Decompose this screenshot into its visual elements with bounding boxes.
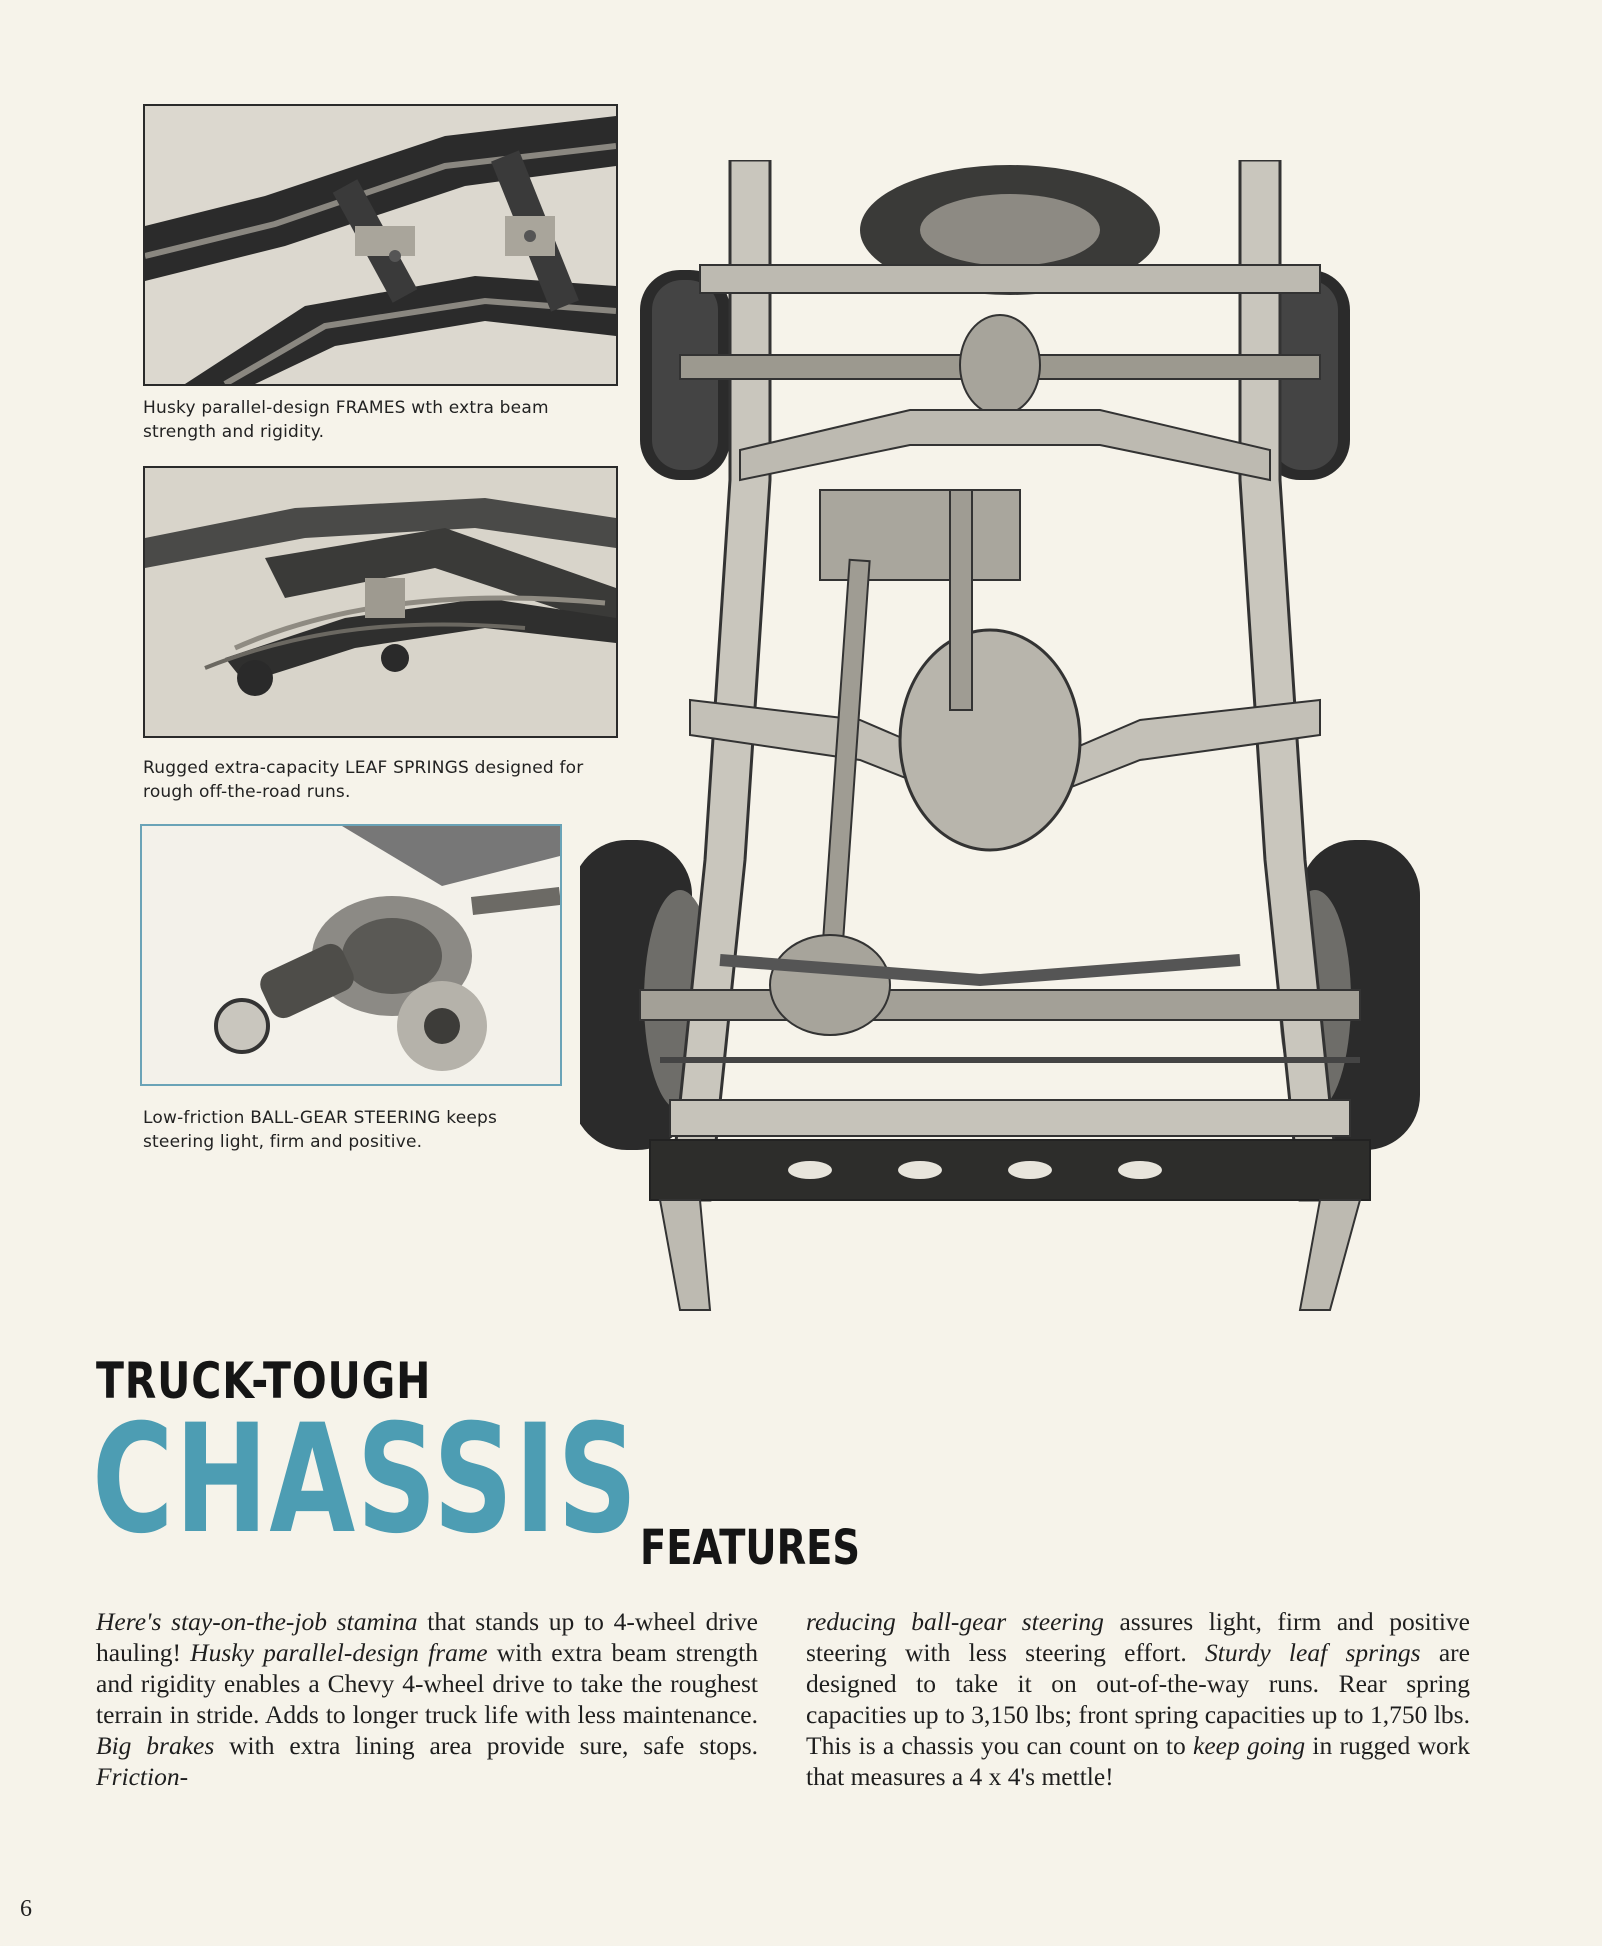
body-run: with extra beam strength and rigidity enables a Chevy 4-wheel drive to take the roughest terrain in stride. Adds to longer truck life with less maintenance. <box>96 1638 758 1729</box>
frames-caption: Husky parallel-design FRAMES wth extra beam strength and rigidity. <box>143 398 549 442</box>
headline-truck-tough: TRUCK-TOUGH <box>96 1352 432 1410</box>
body-run: Here's stay-on-the-job stamina <box>96 1607 418 1636</box>
frames-photo <box>143 104 618 386</box>
body-run: Big brakes <box>96 1731 215 1760</box>
chassis-illustration <box>580 160 1440 1320</box>
page-number: 6 <box>20 1896 32 1922</box>
front-axle <box>640 990 1360 1020</box>
headline-features: FEATURES <box>640 1520 861 1576</box>
body-run: with extra lining area provide sure, safe stops. <box>214 1731 758 1760</box>
transfer-case <box>900 630 1080 850</box>
leaf-springs-caption: Rugged extra-capacity LEAF SPRINGS designed for rough off-the-road runs. <box>143 758 584 802</box>
body-text-left-column <box>96 1606 758 1792</box>
body-run: in rugged work that measures a 4 x 4's mettle! <box>806 1731 1470 1791</box>
body-text-right-column <box>806 1606 1470 1792</box>
steering-caption: Low-friction BALL-GEAR STEERING keeps steering light, firm and positive. <box>143 1108 498 1152</box>
body-run: keep going <box>1193 1731 1306 1760</box>
body-run: are designed to take it on out-of-the-way runs. Rear spring capacities up to 3,150 lbs; front spring capacities up to 1,750 lbs. This is a chassis you can count on to <box>806 1638 1470 1760</box>
body-run: Husky parallel-design frame <box>190 1638 488 1667</box>
body-run: that stands up to 4-wheel drive hauling! <box>96 1607 758 1667</box>
headline-chassis: CHASSIS <box>92 1393 639 1567</box>
body-run: Friction- <box>96 1762 189 1791</box>
body-run: assures light, firm and positive steering with less steering effort. <box>806 1607 1470 1667</box>
body-run: reducing ball-gear steering <box>806 1607 1104 1636</box>
leaf-springs-photo <box>143 466 618 738</box>
body-run: Sturdy leaf springs <box>1205 1638 1421 1667</box>
steering-gear-photo <box>140 824 562 1086</box>
